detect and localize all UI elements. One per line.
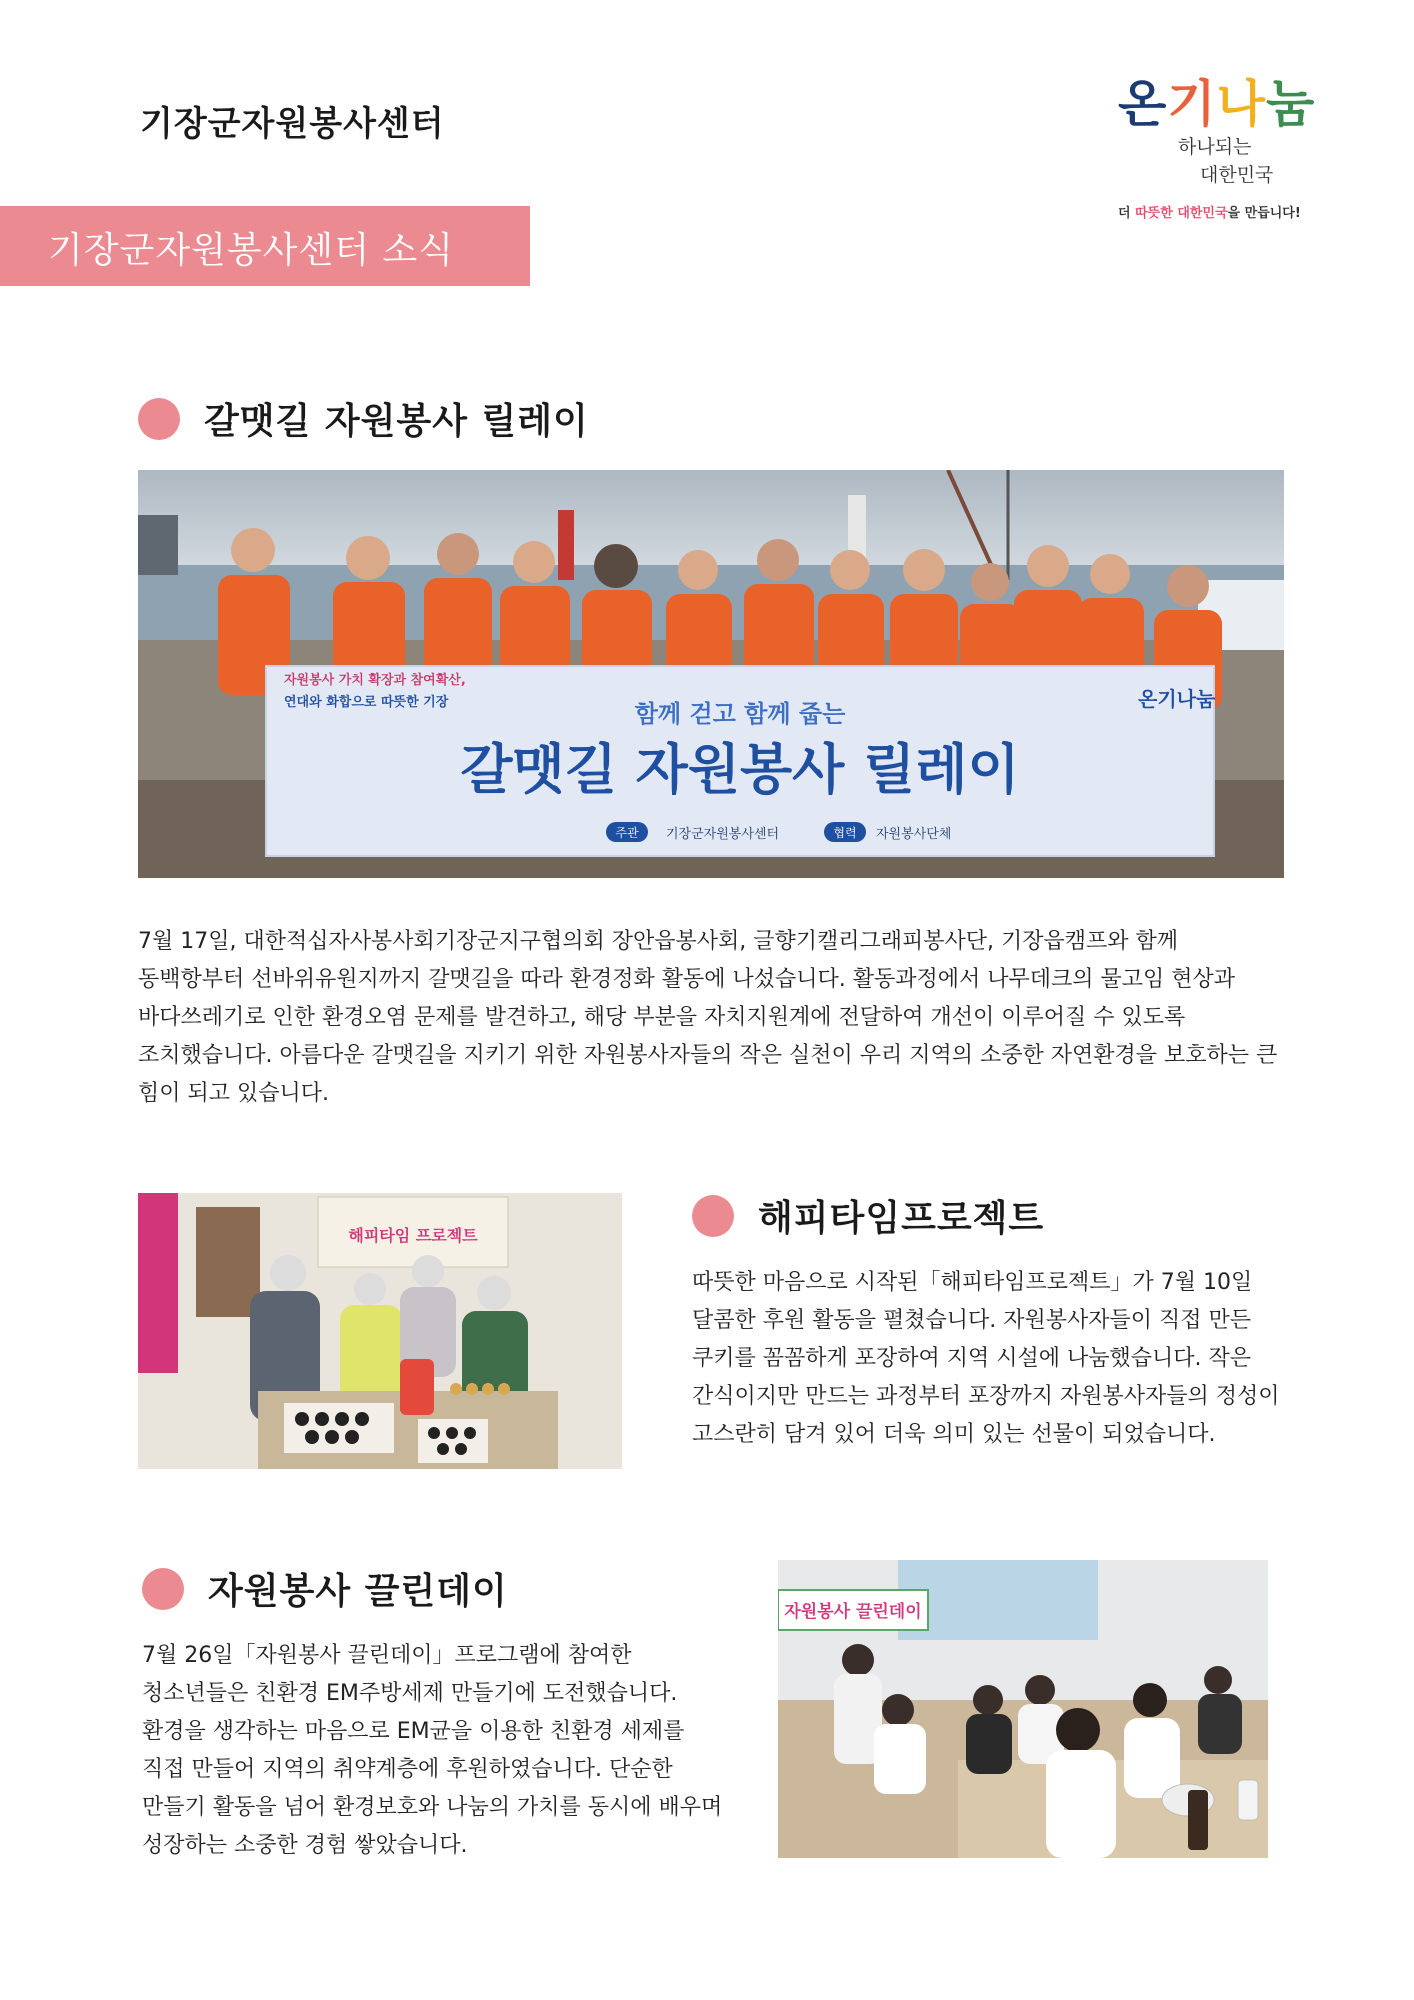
banner-side-text-1: 자원봉사 가치 확장과 참여확산,	[284, 673, 466, 688]
article-heading-2	[692, 1190, 1044, 1241]
article-heading-1	[138, 393, 589, 444]
logo-slogan	[1118, 202, 1301, 221]
happytime-sign: 해피타임 프로젝트	[348, 1226, 478, 1245]
logo-brand-part: 온	[1118, 75, 1168, 133]
logo-subtitle-1: 하나되는	[1178, 136, 1252, 158]
slogan-highlight-1: 따뜻한	[1135, 206, 1173, 221]
photo-happytime-cookies	[138, 1193, 622, 1469]
classroom-photo-illustration	[778, 1560, 1268, 1858]
logo-brand-part: 눔	[1265, 75, 1316, 133]
article-body-2: 따뜻한 마음으로 시작된「해피타임프로젝트」가 7월 10일 달콤한 후원 활동을 펼쳤습니다. 자원봉사자들이 직접 만든 쿠키를 꼼꼼하게 포장하여 지역 시설에 나눔했습니다. 작은 간식이지만 만드는 과정부터 포장까지 자원봉사자들의 정성이 고스란히 담겨 있어 더욱 의미 있는 선물이 되었습니다.	[692, 1270, 1280, 1447]
slogan-highlight-2: 대한민국	[1177, 206, 1228, 221]
org-name: 기장군자원봉사센터	[140, 104, 445, 144]
banner-side-text-2: 연대와 화합으로 따뜻한 기장	[284, 695, 449, 710]
article-title-3: 자원봉사 끌린데이	[208, 1571, 508, 1612]
article-heading-3	[142, 1563, 508, 1614]
banner-partner: 자원봉사단체	[876, 827, 952, 842]
section-title: 기장군자원봉사센터 소식	[48, 230, 454, 271]
article-title-2: 해피타임프로젝트	[758, 1198, 1045, 1239]
cookie-photo-illustration	[138, 1193, 622, 1469]
logo-brand-part: 나	[1216, 75, 1266, 133]
photo-galmaetgil-group	[138, 470, 1284, 878]
bullet-dot	[142, 1568, 184, 1610]
logo-brand	[1118, 76, 1315, 132]
banner-host: 기장군자원봉사센터	[666, 827, 780, 842]
banner-subtitle: 함께 걷고 함께 줍는	[634, 700, 846, 728]
logo-subtitle-2: 대한민국	[1200, 164, 1274, 186]
campaign-logo	[1110, 75, 1316, 226]
banner-logo: 온기나눔	[1138, 687, 1216, 711]
slogan-post: 을 만듭니다!	[1227, 206, 1301, 221]
group-photo-illustration	[138, 470, 1284, 878]
banner-title: 갈맷길 자원봉사 릴레이	[460, 738, 1020, 801]
banner-host-label: 주관	[615, 826, 639, 840]
article-title-1: 갈맷길 자원봉사 릴레이	[204, 401, 589, 442]
bullet-dot	[692, 1195, 734, 1237]
article-body-1: 7월 17일, 대한적십자사봉사회기장군지구협의회 장안읍봉사회, 글향기캘리그래피봉사단, 기장읍캠프와 함께 동백항부터 선바위유원지까지 갈맷길을 따라 환경정화 활동에 나섰습니다. 활동과정에서 나무데크의 물고임 현상과 바다쓰레기로 인한 환경오염 문제를 발견하고, 해당 부분을 자치지원계에 전달하여 개선이 이루어질 수 있도록 조치했습니다. 아름다운 갈맷길을 지키기 위한 자원봉사자들의 작은 실천이 우리 지역의 소중한 자연환경을 보호하는 큰 힘이 되고 있습니다.	[138, 929, 1278, 1106]
photo-cleanday-youth	[778, 1560, 1268, 1858]
article-body-3: 7월 26일「자원봉사 끌린데이」프로그램에 참여한 청소년들은 친환경 EM주방세제 만들기에 도전했습니다. 환경을 생각하는 마음으로 EM균을 이용한 친환경 세제를 직접 만들어 지역의 취약계층에 후원하였습니다. 단순한 만들기 활동을 넘어 환경보호와 나눔의 가치를 동시에 배우며 성장하는 소중한 경험 쌓았습니다.	[142, 1643, 723, 1858]
section-banner	[0, 206, 530, 286]
cleanday-sign: 자원봉사 끌린데이	[784, 1602, 922, 1622]
bullet-dot	[138, 398, 180, 440]
logo-brand-part: 기	[1167, 75, 1217, 133]
banner-partner-label: 협력	[833, 826, 857, 840]
slogan-pre: 더	[1118, 206, 1136, 221]
